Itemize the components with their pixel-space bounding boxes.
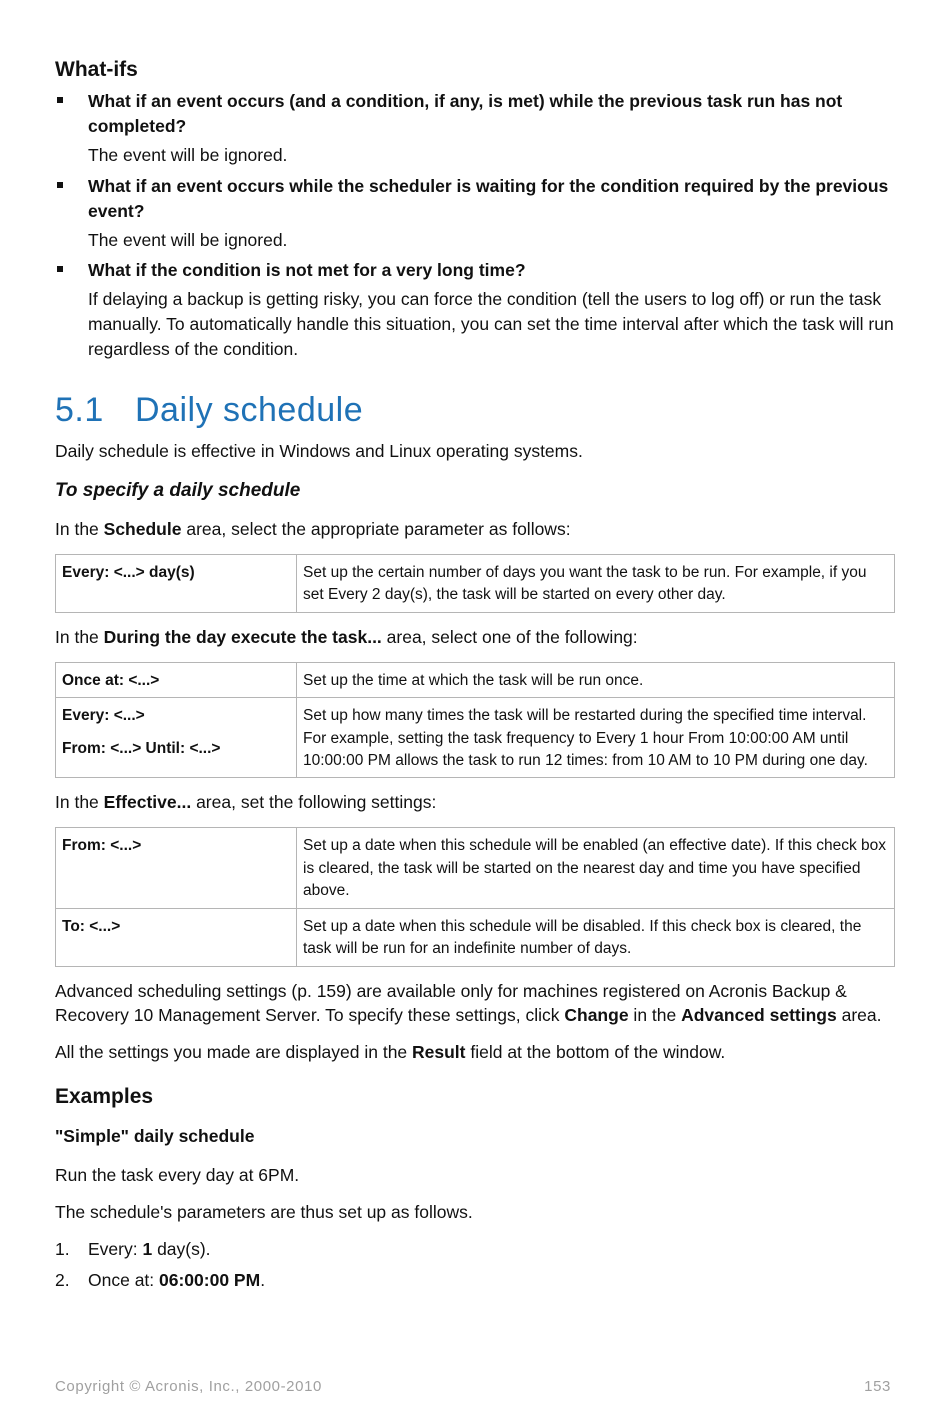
square-bullet-icon [57, 97, 63, 103]
table-row [56, 908, 895, 966]
table-row [56, 554, 895, 612]
whatif-item [55, 258, 895, 361]
table-row [56, 662, 895, 697]
description-cell: Set up the time at which the task will be run once. [297, 662, 895, 697]
page-footer [55, 1376, 891, 1397]
result-paragraph: All the settings you made are displayed in the Result field at the bottom of the window. [55, 1042, 726, 1063]
description-cell: Set up a date when this schedule will be enabled (an effective date). If this check box is cleared, the task will be started on the nearest day and time you have specified above. [297, 828, 895, 908]
parameter-cell: From: <...> [56, 828, 297, 908]
document-page [55, 56, 895, 1299]
copyright-text: Copyright © Acronis, Inc., 2000-2010 [55, 1378, 322, 1395]
description-cell: Set up how many times the task will be restarted during the specified time interval. For example, setting the task frequency to Every 1 hour From 10:00:00 AM until 10:00:00 PM allows the task to run 12 times: from 10 AM to 10 PM during one day. [297, 698, 895, 778]
example-subheading: "Simple" daily schedule [55, 1126, 255, 1147]
whatif-item [55, 174, 895, 253]
steps-list [55, 1237, 895, 1293]
whatif-answer: The event will be ignored. [88, 144, 288, 165]
whatifs-list [55, 89, 895, 361]
list-item: 2. Once at: 06:00:00 PM. [55, 1269, 266, 1290]
parameter-cell: Once at: <...> [56, 662, 297, 697]
page-number: 153 [864, 1378, 891, 1395]
parameter-cell: Every: <...> day(s) [56, 554, 297, 612]
whatif-question: What if an event occurs (and a condition, if any, is met) while the previous task run has not completed? [88, 91, 843, 137]
section-intro: Daily schedule is effective in Windows and Linux operating systems. [55, 441, 583, 462]
example-paragraph: Run the task every day at 6PM. [55, 1165, 300, 1186]
section-title: Daily schedule [135, 390, 364, 429]
whatif-item [55, 89, 895, 168]
during-table [55, 662, 895, 779]
description-cell: Set up a date when this schedule will be disabled. If this check box is cleared, the task will be run for an indefinite number of days. [297, 908, 895, 966]
section-number: 5.1 [55, 390, 104, 429]
schedule-table [55, 554, 895, 613]
whatif-question: What if the condition is not met for a very long time? [88, 260, 526, 281]
whatif-answer: The event will be ignored. [88, 229, 288, 250]
effective-area-text: In the Effective... area, set the following settings: [55, 792, 437, 813]
whatifs-heading: What-ifs [55, 58, 138, 81]
square-bullet-icon [57, 182, 63, 188]
section-heading [55, 392, 895, 429]
square-bullet-icon [57, 266, 63, 272]
description-cell: Set up the certain number of days you want the task to be run. For example, if you set Every 2 day(s), the task will be started on every other day. [297, 554, 895, 612]
parameter-cell: Every: <...> From: <...> Until: <...> [56, 698, 297, 778]
example-paragraph: The schedule's parameters are thus set up as follows. [55, 1202, 473, 1223]
examples-heading: Examples [55, 1085, 154, 1109]
parameter-cell: To: <...> [56, 908, 297, 966]
table-row [56, 828, 895, 908]
schedule-area-text: In the Schedule area, select the appropriate parameter as follows: [55, 518, 571, 539]
effective-table [55, 827, 895, 966]
whatif-answer: If delaying a backup is getting risky, you can force the condition (tell the users to log off) or run the task manually. To automatically handle this situation, you can set the time interval after which the task will run regardless of the condition. [88, 289, 894, 359]
during-area-text: In the During the day execute the task... area, select one of the following: [55, 626, 638, 647]
advanced-settings-paragraph: Advanced scheduling settings (p. 159) are available only for machines registered on Acronis Backup & Recovery 10 Management Server. To specify these settings, click Change in the Advanced settings area. [55, 980, 882, 1026]
list-item: 1. Every: 1 day(s). [55, 1238, 211, 1259]
whatif-question: What if an event occurs while the scheduler is waiting for the condition required by the previous event? [88, 175, 889, 221]
table-row [56, 698, 895, 778]
procedure-title: To specify a daily schedule [55, 479, 301, 501]
